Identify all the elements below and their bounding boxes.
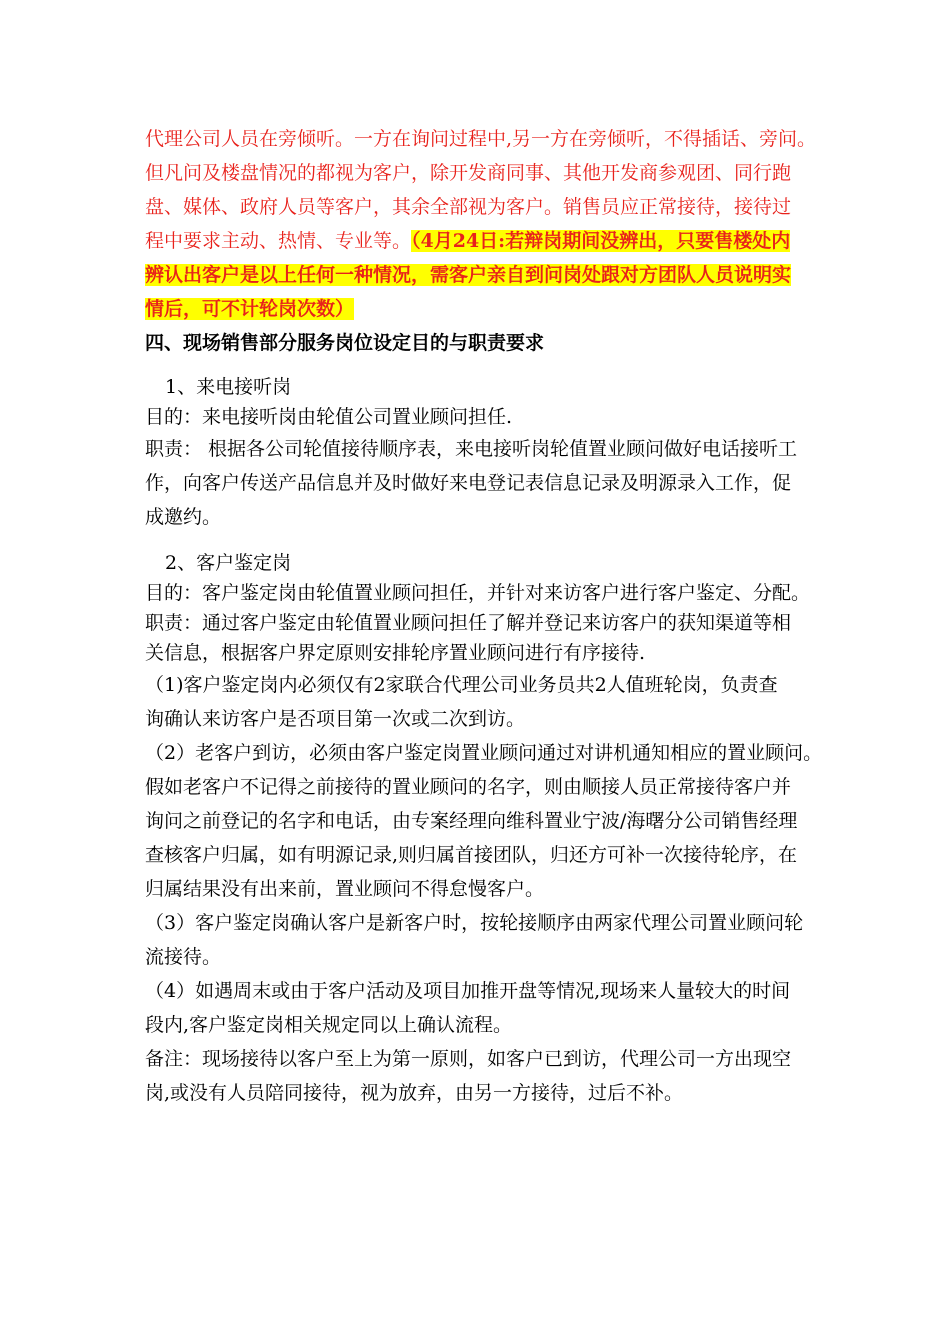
intro-line: 代理公司人员在旁倾听。一方在询问过程中,另一方在旁倾听，不得插话、旁问。 bbox=[145, 128, 817, 150]
list-item-line: 流接待。 bbox=[145, 946, 222, 968]
post-1-block bbox=[145, 372, 815, 534]
list-item-line: 查核客户归属，如有明源记录,则归属首接团队，归还方可补一次接待轮序，在 bbox=[145, 844, 798, 866]
post-title: 1、来电接听岗 bbox=[165, 376, 292, 398]
document-page bbox=[145, 122, 823, 1110]
list-item-line: （4）如遇周末或由于客户活动及项目加推开盘等情况,现场来人量较大的时间 bbox=[145, 980, 791, 1002]
list-item-line: （1)客户鉴定岗内必须仅有2家联合代理公司业务员共2人值班轮岗，负责查 bbox=[145, 674, 778, 696]
post-purpose: 目的：来电接听岗由轮值公司置业顾问担任. bbox=[145, 406, 513, 428]
post-duty-line: 作，向客户传送产品信息并及时做好来电登记表信息记录及明源录入工作，促 bbox=[145, 472, 792, 494]
list-item-line: 询问之前登记的名字和电话，由专案经理向维科置业宁波/海曙分公司销售经理 bbox=[145, 810, 798, 832]
intro-paragraph bbox=[145, 122, 815, 326]
post-duty-line: 职责： 根据各公司轮值接待顺序表，来电接听岗轮值置业顾问做好电话接听工 bbox=[145, 438, 798, 460]
remark-line: 备注：现场接待以客户至上为第一原则，如客户已到访，代理公司一方出现空 bbox=[145, 1048, 792, 1070]
post-purpose: 目的：客户鉴定岗由轮值置业顾问担任，并针对来访客户进行客户鉴定、分配。 bbox=[145, 582, 811, 604]
post-title: 2、客户鉴定岗 bbox=[165, 552, 292, 574]
list-item-line: （2）老客户到访，必须由客户鉴定岗置业顾问通过对讲机通知相应的置业顾问。 bbox=[145, 742, 823, 764]
list-item-line: 询确认来访客户是否项目第一次或二次到访。 bbox=[145, 708, 526, 730]
intro-line bbox=[145, 224, 815, 258]
list-item-line: 假如老客户不记得之前接待的置业顾问的名字，则由顺接人员正常接待客户并 bbox=[145, 776, 792, 798]
post-2-block bbox=[145, 548, 823, 1110]
post-duty-line: 成邀约。 bbox=[145, 506, 222, 528]
highlighted-note-line: 辨认出客户是以上任何一种情况，需客户亲自到问岗处跟对方团队人员说明实 bbox=[145, 264, 792, 286]
list-item-line: 段内,客户鉴定岗相关规定同以上确认流程。 bbox=[145, 1014, 513, 1036]
list-item-line: （3）客户鉴定岗确认客户是新客户时，按轮接顺序由两家代理公司置业顾问轮 bbox=[145, 912, 804, 934]
post-duty-line: 关信息，根据客户界定原则安排轮序置业顾问进行有序接待. bbox=[145, 642, 646, 664]
list-item-line: 归属结果没有出来前，置业顾问不得怠慢客户。 bbox=[145, 878, 545, 900]
intro-line: 盘、媒体、政府人员等客户，其余全部视为客户。销售员应正常接待，接待过 bbox=[145, 196, 792, 218]
section-heading: 四、现场销售部分服务岗位设定目的与职责要求 bbox=[145, 332, 545, 354]
intro-line: 但凡问及楼盘情况的都视为客户，除开发商同事、其他开发商参观团、同行跑 bbox=[145, 162, 792, 184]
post-duty-line: 职责：通过客户鉴定由轮值置业顾问担任了解并登记来访客户的获知渠道等相 bbox=[145, 612, 792, 634]
highlighted-note: （4月24日:若辩岗期间没辨出，只要售楼处内 bbox=[411, 230, 791, 252]
intro-line-tail: 程中要求主动、热情、专业等。 bbox=[145, 230, 412, 252]
remark-line: 岗,或没有人员陪同接待，视为放弃，由另一方接待，过后不补。 bbox=[145, 1082, 684, 1104]
highlighted-note-line: 情后，可不计轮岗次数） bbox=[145, 298, 355, 320]
